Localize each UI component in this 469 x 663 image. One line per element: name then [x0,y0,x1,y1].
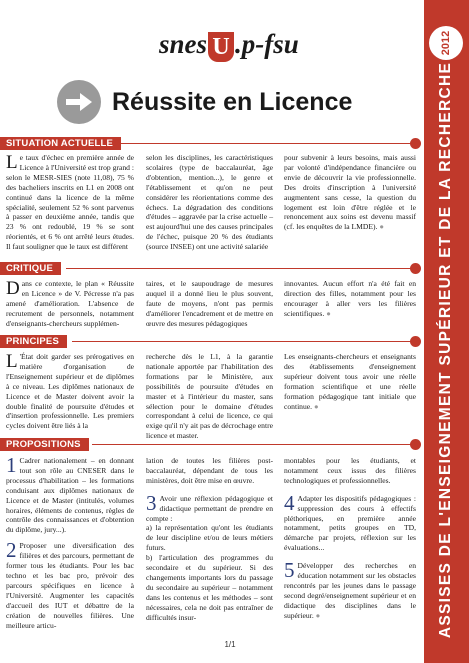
propositions-col-3: montables pour les étudiants, et notamment ceux issus des filières technologiques et professionnelles. 4 Adapter les dispositifs pédagogiques : suppression des cours à effectifs pléthoriques, en première année notamment, petits groupes en TD, démarche par projets, réflexion sur les évaluations... 5 Développer des recherches en éducation notamment sur les obstacles rencontrés par les jeunes dans le passage second degré/enseignement supérieur et en didactique des disciplines dans le supérieur. ● [284,456,416,620]
drop-cap: L [6,351,18,372]
section-label: PRINCIPES [0,335,67,348]
situation-col-1: Le taux d'échec en première année de Licence à l'Université est trop grand : selon le MESR-SIES (note 11,08), 75 % des bacheliers inscrits en L1 en 2008 ont continué dans la licence de la même spécialité, seulement 52 % sont parvenus à passer en deuxième année, tandis que 23 % ont redoublé, 19 % se sont réorientés, et 6 % ont arrêté leurs études. Il faut souligner que le taux est différent [6,152,134,252]
banner-text: ASSISES DE L'ENSEIGNEMENT SUPÉRIEUR ET DE LA RECHERCHE [437,61,454,639]
principes-col-3: Les enseignants-chercheurs et enseignants des établissements d'enseignement supérieur doivent tous avoir une réelle formation scientifique et une réelle formation pédagogique tant initiale que continue. ● [284,352,416,411]
drop-cap: D [6,278,20,299]
proposal-3: 3 Avoir une réflexion pédagogique et didactique permettant de prendre en compte : [146,490,273,523]
situation-col-2: selon les disciplines, les caractéristiques scolaires (type de baccalauréat, âge d'obtention, mention...), le genre et l'établissement et qu'on ne peut considérer les réorientations comme des échecs. La dégradation des conditions d'études – aggravée par la crise actuelle – est aujourd'hui une des causes principales de l'échec, puisque 20 % des étudiants (source INSEE) ont une activité salariée [146,153,273,252]
section-bullet [410,336,421,347]
section-rule [92,444,414,445]
propositions-col-1 [6,453,134,632]
section-label: PROPOSITIONS [0,438,89,451]
page-title: Réussite en Licence [112,88,353,116]
section-bullet [410,263,421,274]
section-bullet [410,439,421,450]
proposal-number: 3 [146,490,157,515]
proposal-number: 4 [284,490,295,515]
critique-col-2: taires, et le saupoudrage de mesures auquel il a donné lieu le plus souvent, faute de moyens, n'ont pas permis d'améliorer l'encadrement et de mettre en œuvre des mesures pédagogiques [146,279,273,328]
proposal-number: 5 [284,558,295,583]
section-label: CRITIQUE [0,262,61,275]
section-header-situation [0,137,424,150]
propositions-col-2: lation de toutes les filières post-baccalauréat, dépendant de tous les ministères, doit être mise en œuvre. 3 Avoir une réflexion pédagogique et didactique permettant de prendre en compte : a) la représentation qu'ont les étudiants de leur discipline et/ou de leurs métiers futurs. b) l'articulation des programmes du secondaire et du supérieur. Si des changements importants lors du passage du secondaire au supérieur – notamment dans les contenus et les méthodes – sont nécessaires, cela ne doit pas entraîner de difficultés insur- [146,456,273,622]
critique-col-3: innovantes. Aucun effort n'a été fait en direction des filles, notamment pour les encourager à aller vers les filières scientifiques. ● [284,279,416,318]
section-header-critique [0,262,424,275]
situation-col-3: pour subvenir à leurs besoins, mais aussi par volonté d'indépendance financière ou envie de découvrir la vie professionnelle. Des droits d'inscription à l'université augmentent sans cesse, la question du logement est loin d'être réglée et le renoncement aux soins est devenu massif (cf. les enquêtes de la LMDE). ● [284,153,416,232]
proposal-5: 5 Développer des recherches en éducation notamment sur les obstacles rencontrés par les jeunes dans le passage second degré/enseignement supérieur et en didactique des disciplines dans le supérieur. ● [284,558,416,620]
principes-col-1: L 'État doit garder ses prérogatives en matière d'organisation de l'Enseignement supérieur et de diplômes à ce niveau. Les diplômes nationaux de Licence et de Master doivent avoir la double finalité de poursuite d'études et d'insertion professionnelle. Les premiers cycles doivent être liés à la [6,351,134,431]
arrow-right-icon [57,80,101,124]
section-header-principes [0,335,424,348]
snesup-logo: snes U .p-fsu [159,29,299,60]
section-bullet [410,138,421,149]
page-number: 1/1 [224,640,236,649]
drop-cap: L [6,152,18,173]
end-mark: ● [379,222,384,232]
principes-col-2: recherche dès le L1, à la garantie nationale apportée par l'habilitation des formations par le Ministère, aux possibilités de poursuite d'études en master et à l'intérieur du master, sans sélection pour le domaine d'études correspondant à celui de licence, ce qui exige qu'il n'y ait pas de décrochage entre licence et master. [146,352,273,441]
proposal-number: 2 [6,538,17,563]
proposal-1: 1 Cadrer nationalement – en donnant tout son rôle au CNESER dans le processus d'habilitation – les formations conduisant aux diplômes nationaux de Licence et de Master (intitulés, volumes horaires, éléments de contenus, règles de contrôle des connaissances et d'obtention du diplôme, jury...). [6,453,134,535]
section-header-propositions [0,438,424,451]
section-rule [118,143,414,144]
end-mark: ● [315,610,321,620]
proposal-2: 2 Proposer une diversification des filières et des parcours, permettant de former tous les étudiants. Pour les bac techno et les bac pro, prévoir des parcours spécifiques en licence à l'Université. Augmenter les capacités d'accueil des IUT et débattre de la création de nouvelles filières. Une meilleure articu- [6,538,134,630]
section-rule [72,341,414,342]
end-mark: ● [326,308,331,318]
critique-col-1: Dans ce contexte, le plan « Réussite en Licence » de V. Pécresse n'a pas amené d'amélioration. L'absence de recrutement de personnels, notamment d'enseignants-chercheurs supplémen- [6,278,134,328]
section-rule [66,268,414,269]
proposal-number: 1 [6,453,17,477]
section-label: SITUATION ACTUELLE [0,137,121,150]
vertical-banner [424,0,469,663]
proposal-4: 4 Adapter les dispositifs pédagogiques : suppression des cours à effectifs pléthoriques, en première année notamment, petits groupes en TD, démarche par projets, réflexion sur les évaluations... [284,490,416,553]
end-mark: ● [313,401,319,411]
year-label: 2012 [440,30,452,56]
